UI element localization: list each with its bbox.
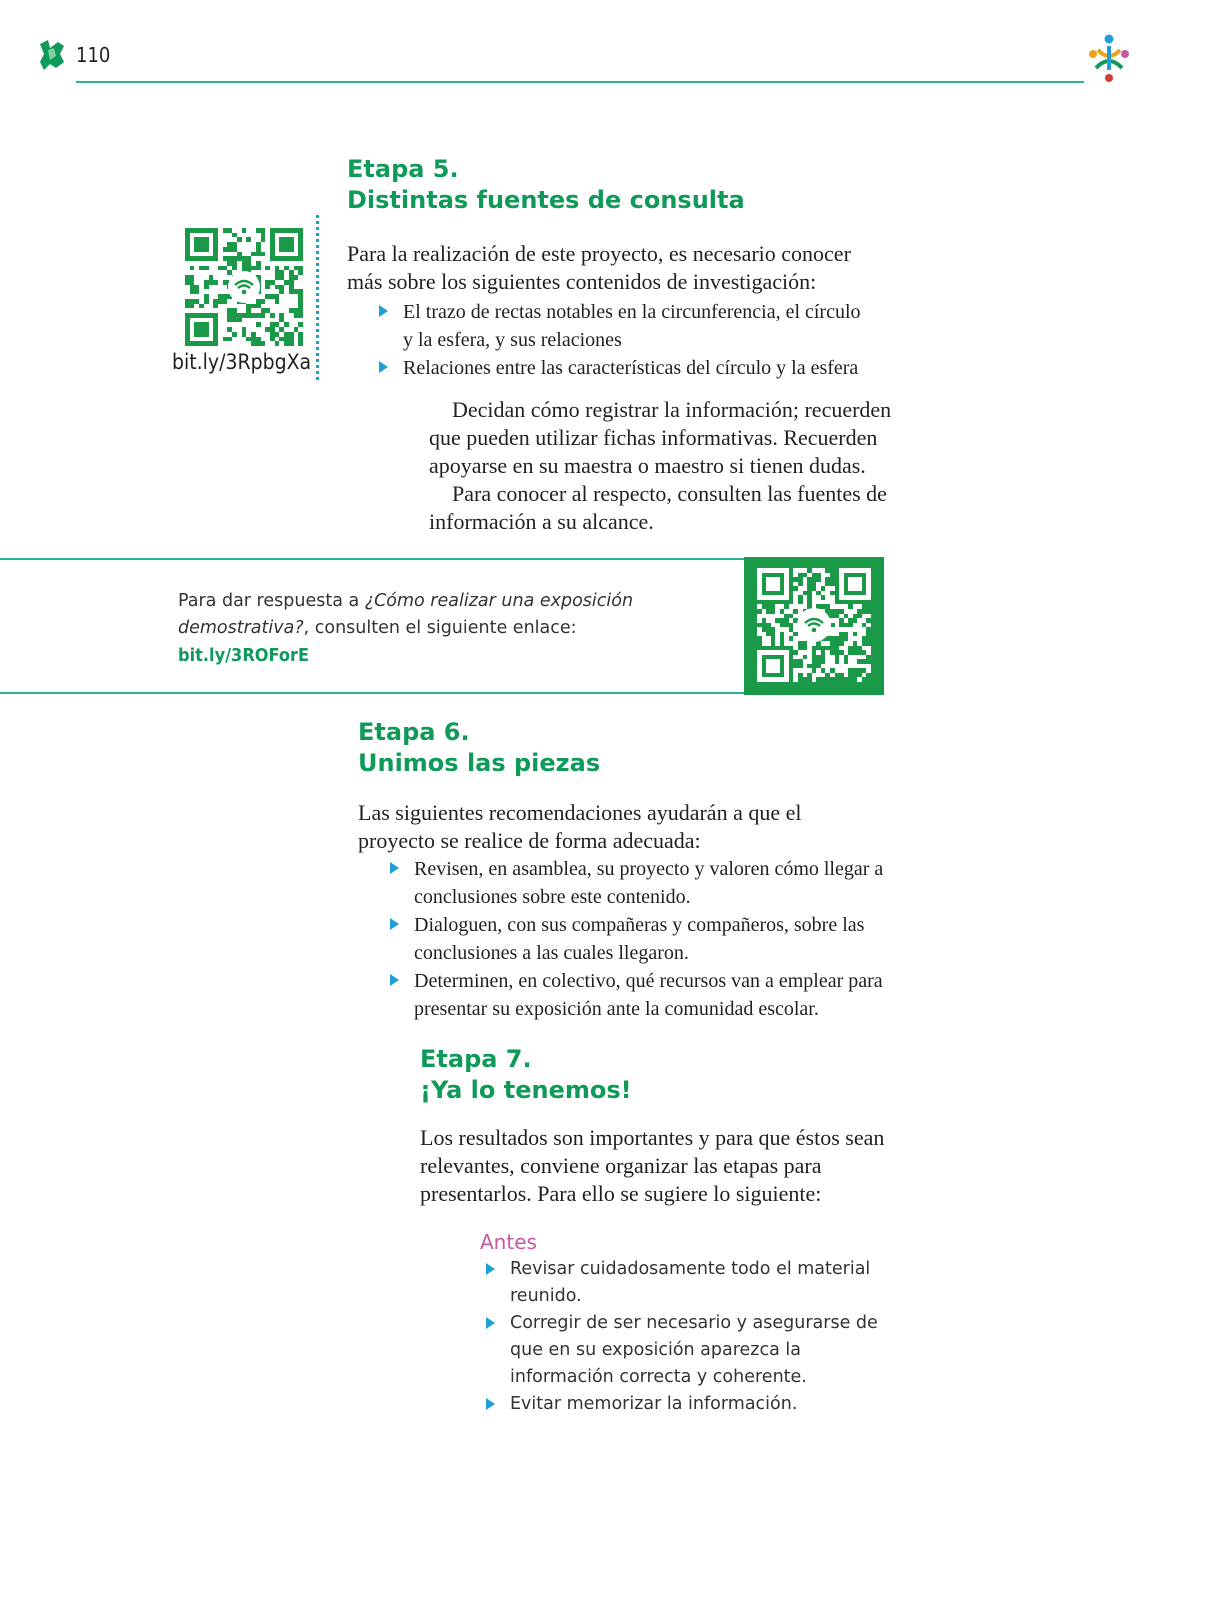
etapa5-title: Etapa 5. (347, 155, 459, 183)
bullet-triangle-icon (379, 305, 388, 317)
qr-module (298, 341, 303, 346)
bullet-triangle-icon (379, 361, 388, 373)
banner-link[interactable]: bit.ly/3ROForE (178, 645, 310, 666)
list-item: Revisar cuidadosamente todo el material reunido. (480, 1256, 900, 1310)
etapa7-subtitle: ¡Ya lo tenemos! (420, 1076, 632, 1104)
etapa5-intro: Para la realización de este proyecto, es necesario conocer más sobre los siguientes contenidos de investigación: (347, 241, 851, 294)
antes-bullets (480, 1256, 900, 1418)
etapa6-subtitle: Unimos las piezas (358, 749, 601, 777)
etapa7-title: Etapa 7. (420, 1045, 532, 1073)
antes-label: Antes (480, 1230, 537, 1254)
etapa5-subtitle: Distintas fuentes de consulta (347, 186, 745, 214)
etapa5-bullets (373, 298, 863, 382)
bullet-triangle-icon (486, 1263, 495, 1275)
page-number: 110 (76, 43, 111, 67)
etapa7-section (420, 1044, 910, 1208)
etapa5-para2: Para conocer al respecto, consulten las fuentes de información a su alcance. (429, 481, 887, 534)
banner-rule-top (0, 558, 745, 560)
wifi-icon (228, 271, 260, 303)
banner-text: Para dar respuesta a ¿Cómo realizar una exposición demostrativa?, consulten el siguiente enlace: bit.ly/3ROForE (178, 591, 634, 666)
list-item: Evitar memorizar la información. (480, 1391, 900, 1418)
qr-link-text[interactable]: bit.ly/3RpbgXa (172, 350, 312, 374)
community-logo-icon (1084, 32, 1134, 89)
wifi-icon (797, 608, 831, 642)
etapa5-body (429, 396, 919, 536)
dotted-divider (316, 215, 319, 380)
list-item: Corregir de ser necesario y asegurarse de que en su exposición aparezca la información correcta y coherente. (480, 1310, 900, 1391)
list-item: Revisen, en asamblea, su proyecto y valoren cómo llegar a conclusiones sobre este contenido. (384, 855, 884, 911)
list-item: Dialoguen, con sus compañeras y compañeros, sobre las conclusiones a las cuales llegaron. (384, 911, 884, 967)
bullet-triangle-icon (390, 862, 399, 874)
etapa5-section (347, 154, 927, 382)
bullet-triangle-icon (390, 918, 399, 930)
etapa5-para1: Decidan cómo registrar la información; recuerden que pueden utilizar fichas informativas. Recuerden apoyarse en su maestra o maestro si tienen dudas. (429, 397, 892, 478)
etapa6-intro: Las siguientes recomendaciones ayudarán a que el proyecto se realice de forma adecuada: (358, 800, 802, 853)
bullet-triangle-icon (390, 974, 399, 986)
etapa6-title: Etapa 6. (358, 718, 470, 746)
bullet-triangle-icon (486, 1317, 495, 1329)
book-series-icon (36, 38, 66, 77)
list-item: Relaciones entre las características del círculo y la esfera (373, 354, 863, 382)
banner-rule-bottom (0, 692, 745, 694)
list-item: El trazo de rectas notables en la circunferencia, el círculo y la esfera, y sus relaciones (373, 298, 863, 354)
etapa7-intro: Los resultados son importantes y para que éstos sean relevantes, conviene organizar las etapas para presentarlos. Para ello se sugiere lo siguiente: (420, 1125, 885, 1206)
antes-block (480, 1230, 920, 1418)
etapa6-section (358, 717, 918, 1023)
header-rule (76, 81, 1084, 83)
bullet-triangle-icon (486, 1398, 495, 1410)
list-item: Determinen, en colectivo, qué recursos van a emplear para presentar su exposición ante la comunidad escolar. (384, 967, 884, 1023)
qr-module (866, 677, 871, 682)
etapa6-bullets (384, 855, 884, 1023)
